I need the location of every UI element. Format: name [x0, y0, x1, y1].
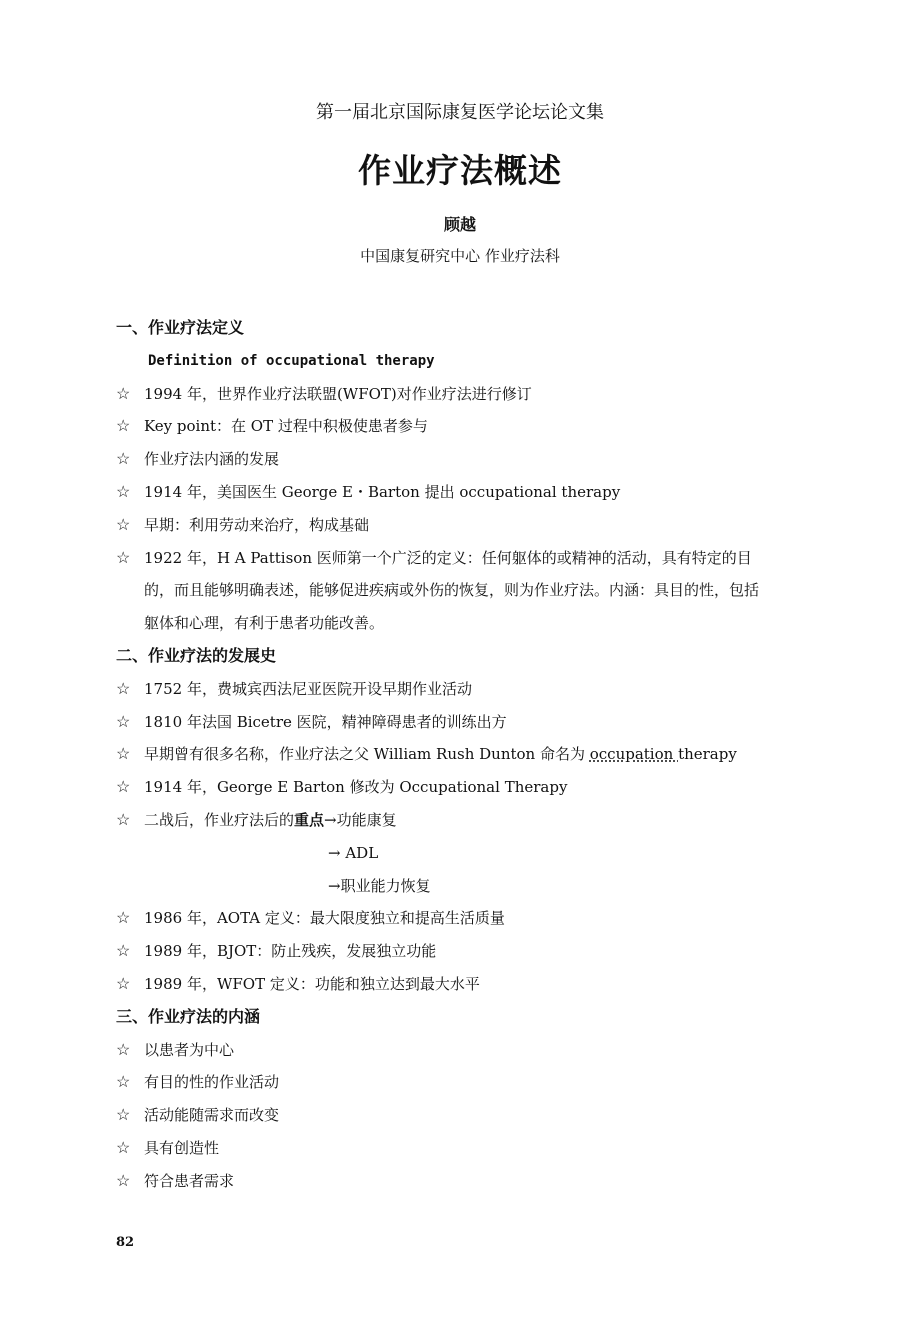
star-icon: ☆ — [116, 744, 131, 764]
item-text: 符合患者需求 — [144, 1171, 235, 1190]
list-item — [116, 378, 836, 411]
item-text: 1752 年，费城宾西法尼亚医院开设早期作业活动 — [144, 679, 472, 698]
star-icon: ☆ — [116, 481, 131, 501]
item-text: 有目的性的作业活动 — [144, 1073, 280, 1092]
list-item — [116, 902, 836, 935]
item-text: 早期：利用劳动来治疗，构成基础 — [144, 515, 370, 534]
list-item — [116, 1099, 836, 1132]
item-text: 作业疗法内涵的发展 — [144, 450, 280, 469]
item-text: therapy — [678, 745, 737, 764]
bold-text: 重点 — [294, 810, 325, 829]
list-item — [116, 443, 836, 476]
list-item — [116, 1165, 836, 1198]
list-item — [116, 1066, 836, 1099]
item-text: 1994 年，世界作业疗法联盟(WFOT)对作业疗法进行修订 — [144, 384, 532, 403]
section-heading: 三、作业疗法的内涵 — [116, 1006, 261, 1026]
item-text: 二战后，作业疗法后的 — [144, 810, 295, 829]
underlined-text: occupation — [589, 745, 679, 764]
item-text: →功能康复 — [324, 810, 397, 829]
section-subheading: Definition of occupational therapy — [148, 352, 435, 369]
section-heading: 一、作业疗法定义 — [116, 318, 245, 337]
item-continuation: 的，而且能够明确表述，能够促进疾病或外伤的恢复，则为作业疗法。内涵：具目的性，包括 — [144, 581, 760, 600]
star-icon: ☆ — [116, 514, 131, 534]
star-icon: ☆ — [116, 547, 131, 567]
item-text: 以患者为中心 — [144, 1040, 235, 1059]
arrow-item: → ADL — [328, 843, 379, 862]
list-item — [116, 771, 836, 804]
list-item — [116, 1132, 836, 1165]
star-icon: ☆ — [116, 678, 131, 698]
item-text: 具有创造性 — [144, 1138, 220, 1157]
star-icon: ☆ — [116, 1039, 131, 1059]
item-text: 活动能随需求而改变 — [144, 1106, 280, 1125]
list-item — [116, 1034, 836, 1067]
star-icon: ☆ — [116, 777, 131, 797]
arrow-item: →职业能力恢复 — [328, 876, 431, 895]
item-text: Key point：在 OT 过程中积极使患者参与 — [144, 417, 428, 436]
list-item — [116, 738, 836, 771]
list-item — [116, 935, 836, 968]
star-icon: ☆ — [116, 711, 131, 731]
item-continuation: 躯体和心理，有利于患者功能改善。 — [144, 614, 385, 633]
item-text: 1986 年，AOTA 定义：最大限度独立和提高生活质量 — [144, 909, 505, 928]
list-item — [116, 673, 836, 706]
star-icon: ☆ — [116, 941, 131, 961]
section-heading: 二、作业疗法的发展史 — [116, 645, 277, 665]
paper-title: 作业疗法概述 — [358, 151, 562, 190]
item-text: 1989 年，WFOT 定义：功能和独立达到最大水平 — [144, 974, 480, 993]
star-icon: ☆ — [116, 416, 131, 436]
list-item — [116, 509, 836, 542]
star-icon: ☆ — [116, 908, 131, 928]
item-text: 1914 年，美国医生 George E・Barton 提出 occupational therapy — [144, 482, 621, 501]
item-text: 早期曾有很多名称，作业疗法之父 William Rush Dunton 命名为 — [144, 745, 590, 764]
list-item — [116, 968, 836, 1001]
list-item — [116, 410, 836, 443]
star-icon: ☆ — [116, 1105, 131, 1125]
star-icon: ☆ — [116, 809, 131, 829]
list-item — [116, 476, 836, 509]
author: 顾越 — [443, 215, 476, 234]
affiliation: 中国康复研究中心 作业疗法科 — [360, 247, 560, 265]
list-item — [116, 542, 836, 575]
star-icon: ☆ — [116, 383, 131, 403]
item-text: 1914 年，George E Barton 修改为 Occupational Therapy — [144, 778, 568, 797]
item-text: 1989 年，BJOT：防止残疾，发展独立功能 — [144, 942, 437, 961]
collection-title: 第一届北京国际康复医学论坛论文集 — [316, 102, 604, 123]
star-icon: ☆ — [116, 1072, 131, 1092]
star-icon: ☆ — [116, 973, 131, 993]
star-icon: ☆ — [116, 1137, 131, 1157]
page-number: 82 — [116, 1235, 135, 1250]
star-icon: ☆ — [116, 1170, 131, 1190]
list-item — [116, 804, 836, 837]
star-icon: ☆ — [116, 449, 131, 469]
item-text: 1922 年，H A Pattison 医师第一个广泛的定义：任何躯体的或精神的活动，具有特定的目 — [144, 548, 752, 567]
paper-body — [116, 312, 836, 1198]
list-item — [116, 706, 836, 739]
item-text: 1810 年法国 Bicetre 医院，精神障碍患者的训练出方 — [144, 712, 507, 731]
